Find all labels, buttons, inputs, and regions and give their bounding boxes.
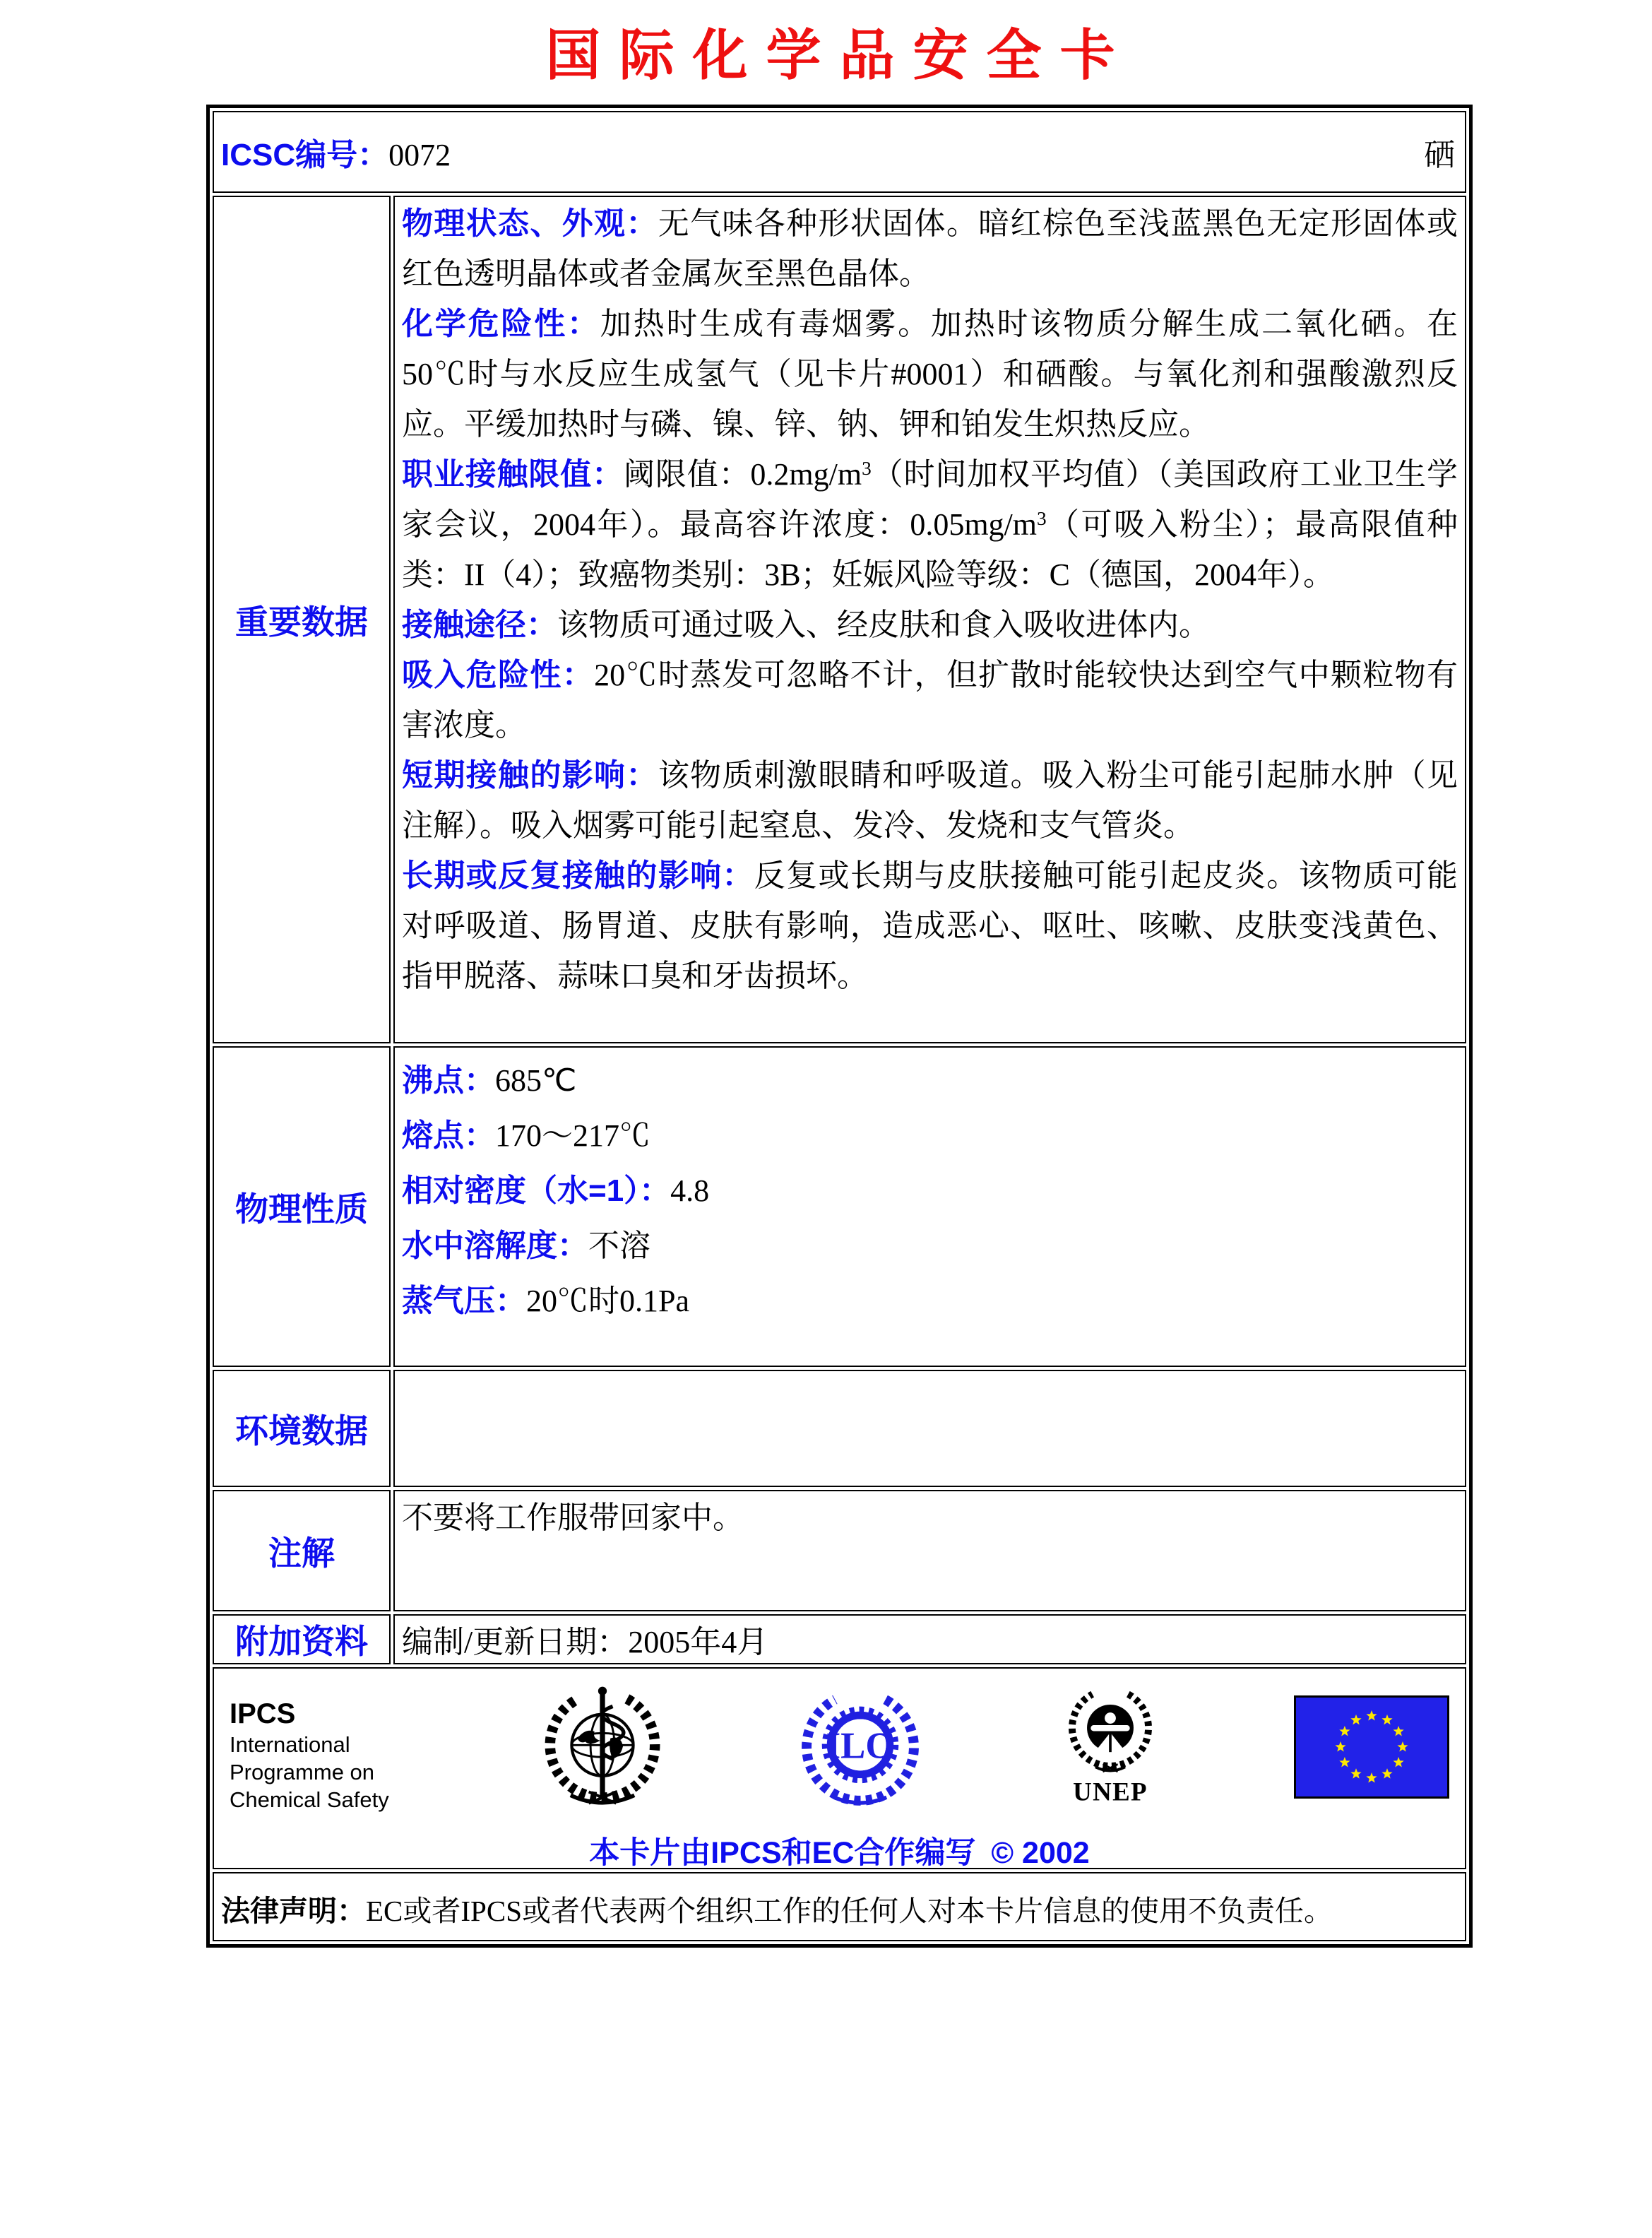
caption-text: 本卡片由IPCS和EC合作编写 [589,1836,976,1868]
row-label-important-data: 重要数据 [213,196,391,1043]
field-prepared-updated-date: 编制/更新日期：2005年4月 [402,1625,768,1657]
field-note-text: 不要将工作服带回家中。 [402,1500,744,1535]
eu-flag-icon [1294,1681,1449,1802]
important-data-cell [393,196,1466,1043]
field-label: 长期或反复接触的影响： [402,858,754,893]
icsc-header-cell [213,111,1466,193]
header-row [213,111,1466,193]
ilo-logo-icon [795,1681,926,1816]
additional-info-cell [393,1614,1466,1664]
field-relative-density: 相对密度（水=1）：4.8 [402,1173,710,1208]
page-title: 国际化学品安全卡 [545,24,1134,86]
row-label-notes: 注解 [213,1490,391,1611]
environmental-data-cell [393,1370,1466,1487]
icsc-number-group [221,129,451,174]
field-label: 接触途径： [402,608,557,642]
ilo-logo-text: ILO [826,1725,895,1767]
field-label: 熔点： [402,1118,495,1153]
substance-name: 硒 [1424,138,1455,172]
icsc-card-table [206,105,1473,1948]
notes-cell [393,1490,1466,1611]
environmental-data-row [213,1370,1466,1487]
field-label: 相对密度（水=1）： [402,1173,671,1208]
ipcs-line-1: International [230,1732,350,1757]
physical-properties-cell [393,1046,1466,1367]
field-label: 短期接触的影响： [402,758,658,793]
unep-logo-icon [1050,1681,1171,1808]
field-short-term-exposure-effects: 短期接触的影响：该物质刺激眼睛和呼吸道。吸入粉尘可能引起肺水肿（见注解）。吸入烟雾可能引起窒息、发冷、发烧和支气管炎。 [402,758,1458,843]
field-label: 吸入危险性： [402,658,595,692]
ipcs-block [230,1681,410,1813]
icsc-number-value: 0072 [388,138,451,172]
field-vapour-pressure: 蒸气压：20℃时0.1Pa [402,1284,689,1318]
field-long-term-exposure-effects: 长期或反复接触的影响：反复或长期与皮肤接触可能引起皮炎。该物质可能对呼吸道、肠胃道、皮肤有影响，造成恶心、呕吐、咳嗽、皮肤变浅黄色、指甲脱落、蒜味口臭和牙齿损坏。 [402,858,1458,993]
legal-notice-label: 法律声明： [221,1895,366,1927]
who-logo-icon [533,1681,672,1826]
field-water-solubility: 水中溶解度：不溶 [402,1228,650,1263]
notes-row [213,1490,1466,1611]
field-inhalation-risk: 吸入危险性：20℃时蒸发可忽略不计，但扩散时能较快达到空气中颗粒物有害浓度。 [402,658,1458,742]
field-label: 水中溶解度： [402,1228,588,1263]
legal-row [213,1872,1466,1941]
field-label: 蒸气压： [402,1284,526,1318]
logos-row [213,1667,1466,1869]
row-label-additional-info: 附加资料 [213,1614,391,1664]
copyright-text: © 2002 [991,1836,1090,1868]
field-melting-point: 熔点：170～217℃ [402,1118,650,1153]
important-data-row [213,196,1466,1043]
field-routes-of-exposure: 接触途径：该物质可通过吸入、经皮肤和食入吸收进体内。 [402,608,1210,642]
icsc-number-label: ICSC编号： [221,138,389,172]
ipcs-line-2: Programme on [230,1760,375,1784]
field-chemical-dangers: 化学危险性：加热时生成有毒烟雾。加热时该物质分解生成二氧化硒。在50℃时与水反应生成氢气（见卡片#0001）和硒酸。与氧化剂和强酸激烈反应。平缓加热时与磷、镍、锌、钠、钾和铂发生炽热反应。 [402,307,1458,442]
row-label-physical-properties: 物理性质 [213,1046,391,1367]
field-label: 职业接触限值： [402,457,624,492]
cooperation-caption [230,1829,1449,1868]
field-label: 化学危险性： [402,307,600,341]
field-label: 沸点： [402,1063,495,1098]
legal-notice-text: EC或者IPCS或者代表两个组织工作的任何人对本卡片信息的使用不负责任。 [366,1895,1333,1927]
legal-cell [213,1872,1466,1941]
unep-logo-text: UNEP [1072,1777,1148,1804]
physical-properties-row [213,1046,1466,1367]
field-occupational-exposure-limits: 职业接触限值：阈限值：$0.2mg/m^3$（时间加权平均值）（美国政府工业卫生学家会议，2004年）。最高容许浓度：$0.05mg/m^3$（可吸入粉尘）；最高限值种类：II（4）；致癌物类别：3B；妊娠风险等级：C（德国，2004年）。 [402,457,1458,592]
ipcs-line-3: Chemical Safety [230,1787,389,1812]
field-boiling-point: 沸点：685℃ [402,1063,577,1098]
additional-info-row [213,1614,1466,1664]
row-label-environmental-data: 环境数据 [213,1370,391,1487]
ipcs-title: IPCS [230,1698,296,1729]
field-label: 物理状态、外观： [402,206,658,241]
field-physical-state-appearance: 物理状态、外观：无气味各种形状固体。暗红棕色至浅蓝黑色无定形固体或红色透明晶体或者金属灰至黑色晶体。 [402,206,1458,291]
logos-cell [213,1667,1466,1869]
